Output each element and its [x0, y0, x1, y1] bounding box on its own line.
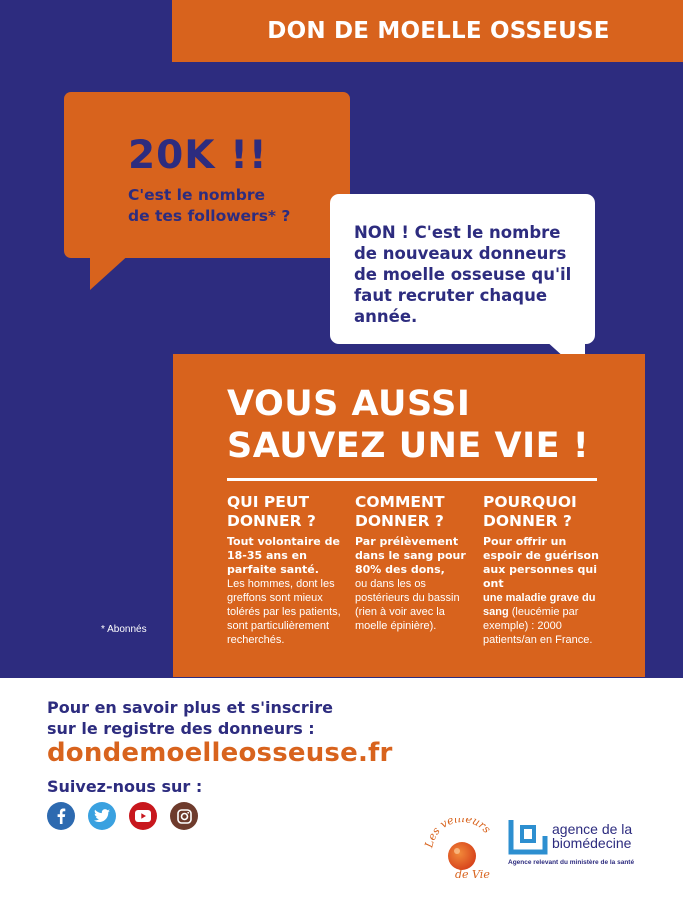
- column-bold-text: Par prélèvement dans le sang pour 80% des dons,: [355, 535, 466, 576]
- column-title: [355, 493, 479, 531]
- veilleurs-de-vie-logo: [422, 818, 504, 880]
- column-bold-text: Tout volontaire de 18-35 ans en parfaite santé.: [227, 535, 340, 576]
- column-body-text: [483, 591, 607, 647]
- veilleurs-logo-graphic: [422, 818, 504, 880]
- column-bold-inline: une maladie grave du sang: [483, 592, 596, 618]
- column-body-inline: (leucémie par exemple) : 2000 patients/an en France.: [483, 606, 593, 646]
- column-title-line: DONNER ?: [355, 512, 444, 530]
- column-bold-text: Pour offrir un espoir de guérison aux personnes qui ont: [483, 535, 599, 590]
- column-title-line: COMMENT: [355, 493, 445, 511]
- headline-line: SAUVEZ UNE VIE !: [227, 426, 590, 466]
- answer-line: année.: [354, 307, 418, 326]
- column-body-text: ou dans les os postérieurs du bassin (rien à voir avec la moelle épinière).: [355, 578, 460, 632]
- facebook-icon[interactable]: [47, 802, 75, 830]
- youtube-icon[interactable]: [129, 802, 157, 830]
- answer-line: faut recruter chaque: [354, 286, 548, 305]
- answer-text: [354, 222, 589, 327]
- info-line: Pour en savoir plus et s'inscrire: [47, 698, 333, 717]
- answer-line: de nouveaux donneurs: [354, 244, 567, 263]
- column-title-line: DONNER ?: [483, 512, 572, 530]
- abm-name-line: agence de la: [552, 821, 633, 837]
- footnote: * Abonnés: [101, 624, 147, 635]
- column-body-text: Les hommes, dont les greffons sont mieux tolérés par les patients, sont particulièrement recherchés.: [227, 578, 341, 646]
- headline: [227, 383, 589, 467]
- column-title-line: DONNER ?: [227, 512, 316, 530]
- website-link[interactable]: dondemoelleosseuse.fr: [47, 738, 393, 768]
- info-text: [47, 697, 333, 739]
- svg-text:de Vie: de Vie: [455, 868, 490, 880]
- abm-subtitle: Agence relevant du ministère de la santé: [508, 859, 635, 866]
- question-line: C'est le nombre: [128, 186, 265, 204]
- column-title: [227, 493, 351, 531]
- title-banner: [172, 0, 683, 62]
- question-bubble-tail: [90, 252, 132, 290]
- big-number: 20K !!: [128, 133, 268, 178]
- question-text: [128, 185, 338, 227]
- follow-label: Suivez-nous sur :: [47, 777, 203, 796]
- answer-line: NON ! C'est le nombre: [354, 223, 561, 242]
- abm-logo-mark: [508, 817, 548, 855]
- instagram-icon[interactable]: [170, 802, 198, 830]
- column-who: [227, 493, 351, 647]
- info-line: sur le registre des donneurs :: [47, 719, 315, 738]
- twitter-icon[interactable]: [88, 802, 116, 830]
- column-title-line: QUI PEUT: [227, 493, 310, 511]
- column-title-line: POURQUOI: [483, 493, 577, 511]
- divider: [227, 478, 597, 481]
- agence-biomedecine-logo: [508, 815, 658, 877]
- column-how: [355, 493, 479, 633]
- headline-line: VOUS AUSSI: [227, 384, 471, 424]
- column-why: [483, 493, 607, 647]
- column-title: [483, 493, 607, 531]
- svg-text:Les veilleurs: Les veilleurs: [422, 818, 494, 849]
- abm-name-line: biomédecine: [552, 835, 632, 851]
- question-line: de tes followers* ?: [128, 207, 291, 225]
- answer-line: de moelle osseuse qu'il: [354, 265, 572, 284]
- social-links: [47, 802, 198, 830]
- page-title: DON DE MOELLE OSSEUSE: [267, 18, 610, 44]
